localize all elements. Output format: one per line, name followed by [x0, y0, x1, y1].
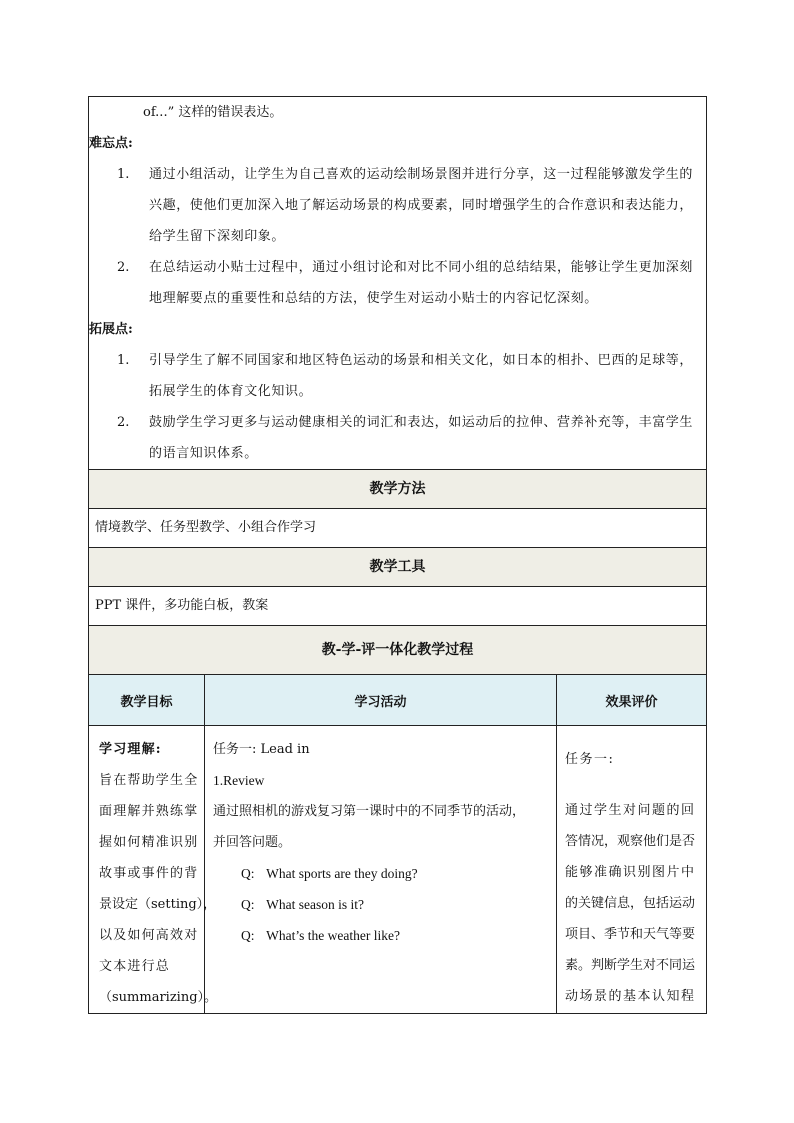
difficulty-item	[89, 159, 706, 252]
header-goal: 教学目标	[89, 675, 205, 726]
item-number: 1.	[117, 167, 130, 182]
item-line: 在总结运动小贴士过程中，通过小组讨论和对比不同小组的总结结果，能够让学生更加深刻	[149, 260, 694, 275]
question-marker: Q:	[241, 897, 255, 912]
item-number: 2.	[117, 260, 130, 275]
header-evaluation: 效果评价	[557, 675, 707, 726]
item-line: 鼓励学生学习更多与运动健康相关的词汇和表达，如运动后的拉伸、营养补充等，丰富学生	[149, 415, 694, 430]
item-line: 拓展学生的体育文化知识。	[149, 384, 313, 399]
question-text: What sports are they doing?	[266, 866, 418, 881]
goal-title: 学习理解:	[99, 742, 162, 757]
extension-item	[89, 407, 706, 469]
evaluation-line: 的关键信息，包括运动	[565, 896, 696, 911]
goal-line: 文本进行总	[99, 959, 171, 974]
question-marker: Q:	[241, 866, 255, 881]
evaluation-line: 能够准确识别图片中	[565, 865, 696, 880]
method-content: 情境教学、任务型教学、小组合作学习	[89, 509, 707, 548]
item-line: 的语言知识体系。	[149, 446, 258, 461]
question-item	[213, 920, 550, 951]
method-title: 教学方法	[89, 470, 707, 509]
activity-step: 1.Review	[213, 773, 265, 788]
evaluation-line: 通过学生对问题的回	[565, 803, 696, 818]
evaluation-line: 素。判断学生对不同运	[565, 958, 696, 973]
extension-item	[89, 345, 706, 407]
process-title: 教-学-评一体化教学过程	[89, 626, 707, 675]
tools-title: 教学工具	[89, 548, 707, 587]
question-item	[213, 889, 550, 920]
item-line: 给学生留下深刻印象。	[149, 229, 286, 244]
lesson-plan-table	[88, 96, 707, 1014]
activity-desc-line: 通过照相机的游戏复习第一课时中的不同季节的活动，	[213, 804, 526, 819]
evaluation-line: 答情况，观察他们是否	[565, 834, 696, 849]
item-line: 引导学生了解不同国家和地区特色运动的场景和相关文化，如日本的相扑、巴西的足球等，	[149, 353, 694, 368]
lead-line: of...” 这样的错误表达。	[143, 105, 283, 120]
goal-line: 以及如何高效对	[99, 928, 199, 943]
header-activity: 学习活动	[205, 675, 557, 726]
goal-cell	[89, 726, 218, 1014]
item-line: 通过小组活动，让学生为自己喜欢的运动绘制场景图并进行分享，这一过程能够激发学生的	[149, 167, 694, 182]
item-number: 1.	[117, 353, 130, 368]
evaluation-line: 项目、季节和天气等要	[565, 927, 696, 942]
item-line: 兴趣，使他们更加深入地了解运动场景的构成要素，同时增强学生的合作意识和表达能力，	[149, 198, 694, 213]
goal-line: 握如何精准识别	[99, 835, 199, 850]
extension-title: 拓展点:	[89, 322, 133, 337]
tools-content: PPT 课件，多功能白板，教案	[89, 587, 707, 626]
activity-desc-line: 并回答问题。	[213, 835, 292, 850]
goal-line: 景设定（setting），	[99, 897, 217, 912]
question-text: What’s the weather like?	[266, 928, 400, 943]
item-number: 2.	[117, 415, 130, 430]
item-line: 地理解要点的重要性和总结的方法，使学生对运动小贴士的内容记忆深刻。	[149, 291, 598, 306]
goal-line: 面理解并熟练掌	[99, 804, 199, 819]
question-text: What season is it?	[266, 897, 364, 912]
difficulty-item	[89, 252, 706, 314]
evaluation-task: 任务一:	[565, 752, 615, 767]
activity-cell	[205, 726, 557, 1014]
question-marker: Q:	[241, 928, 255, 943]
evaluation-cell	[557, 726, 707, 1014]
evaluation-line: 动场景的基本认知程	[565, 989, 696, 1004]
objectives-cell	[89, 97, 707, 470]
question-item	[213, 858, 550, 889]
activity-task: 任务一: Lead in	[213, 742, 310, 757]
difficulty-title: 难忘点:	[89, 136, 133, 151]
goal-line: （summarizing）。	[99, 990, 218, 1005]
goal-line: 旨在帮助学生全	[99, 773, 199, 788]
goal-line: 故事或事件的背	[99, 866, 199, 881]
